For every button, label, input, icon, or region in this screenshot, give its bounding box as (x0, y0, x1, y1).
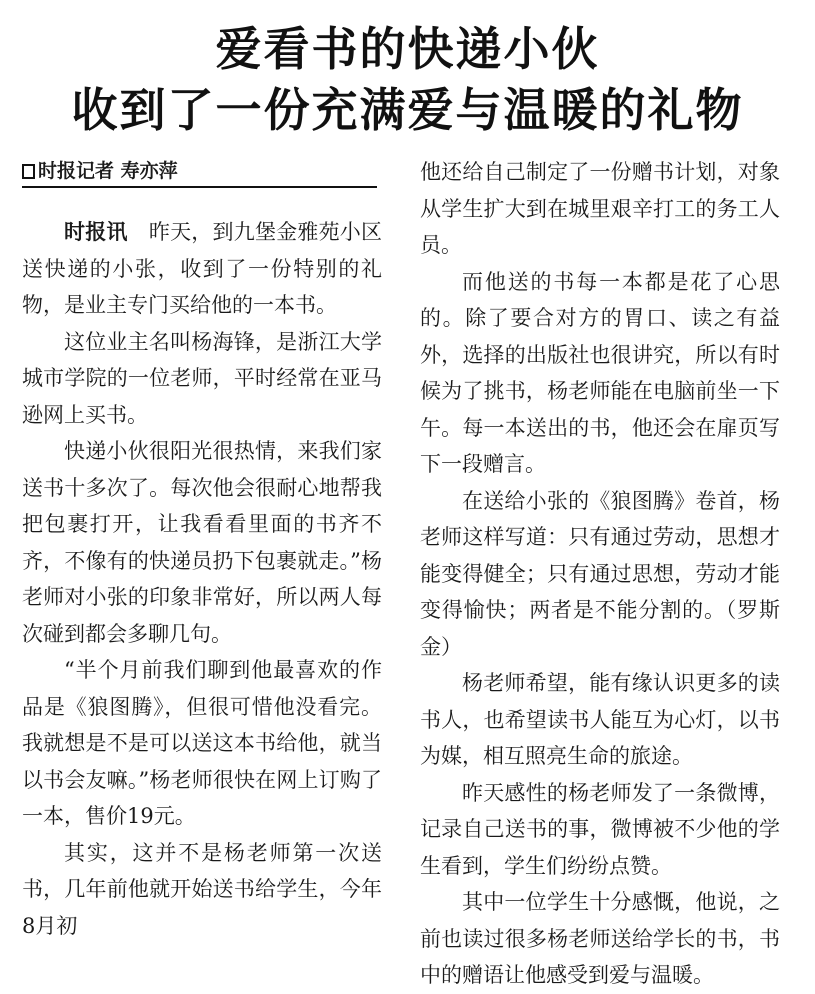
paragraph: 快递小伙很阳光很热情，来我们家送书十多次了。每次他会很耐心地帮我把包裹打开，让我看看里面的书齐不齐，不像有的快递员扔下包裹就走。”杨老师对小张的印象非常好，所以两人每次碰到都会多聊几句。 (22, 439, 382, 646)
paragraph: 昨天感性的杨老师发了一条微博，记录自己送书的事，微博被不少他的学生看到，学生们纷纷点赞。 (420, 780, 780, 878)
paragraph: 而他送的书每一本都是花了心思的。除了要合对方的胃口、读之有益外，选择的出版社也很讲究，所以有时候为了挑书，杨老师能在电脑前坐一下午。每一本送出的书，他还会在扉页写下一段赠言。 (420, 269, 780, 476)
article-column-left (22, 214, 382, 944)
paragraph: 在送给小张的《狼图腾》卷首，杨老师这样写道：只有通过劳动，思想才能变得健全；只有通过思想，劳动才能变得愉快；两者是不能分割的。（罗斯金） (420, 488, 780, 659)
headline-line-1: 爱看书的快递小伙 (215, 22, 600, 76)
paragraph-text: 昨天，到九堡金雅苑小区送快递的小张，收到了一份特别的礼物，是业主专门买给他的一本书。 (22, 220, 383, 317)
paragraph: 其实，这并不是杨老师第一次送书，几年前他就开始送书给学生，今年8月初 (22, 840, 382, 938)
headline-line-2: 收到了一份充满爱与温暖的礼物 (71, 83, 744, 137)
byline (22, 158, 377, 188)
paragraph (22, 214, 382, 324)
paragraph: 他还给自己制定了一份赠书计划，对象从学生扩大到在城里艰辛打工的务工人员。 (420, 160, 780, 257)
paragraph: 杨老师希望，能有缘认识更多的读书人，也希望读书人能互为心灯，以书为媒，相互照亮生命的旅途。 (420, 671, 780, 768)
paragraph: 这位业主名叫杨海锋，是浙江大学城市学院的一位老师，平时经常在亚马逊网上买书。 (22, 329, 382, 427)
article-column-right (420, 154, 780, 994)
byline-box-icon (22, 164, 35, 179)
paragraph: “半个月前我们聊到他最喜欢的作品是《狼图腾》，但很可惜他没看完。我就想是不是可以送这本书给他，就当以书会友嘛。”杨老师很快在网上订购了一本，售价19元。 (22, 658, 382, 828)
byline-text: 时报记者 寿亦萍 (38, 160, 178, 182)
dateline: 时报讯 (64, 220, 128, 244)
paragraph: 其中一位学生十分感慨，他说，之前也读过很多杨老师送给学长的书，书中的赠语让他感受到爱与温暖。 (420, 890, 780, 987)
